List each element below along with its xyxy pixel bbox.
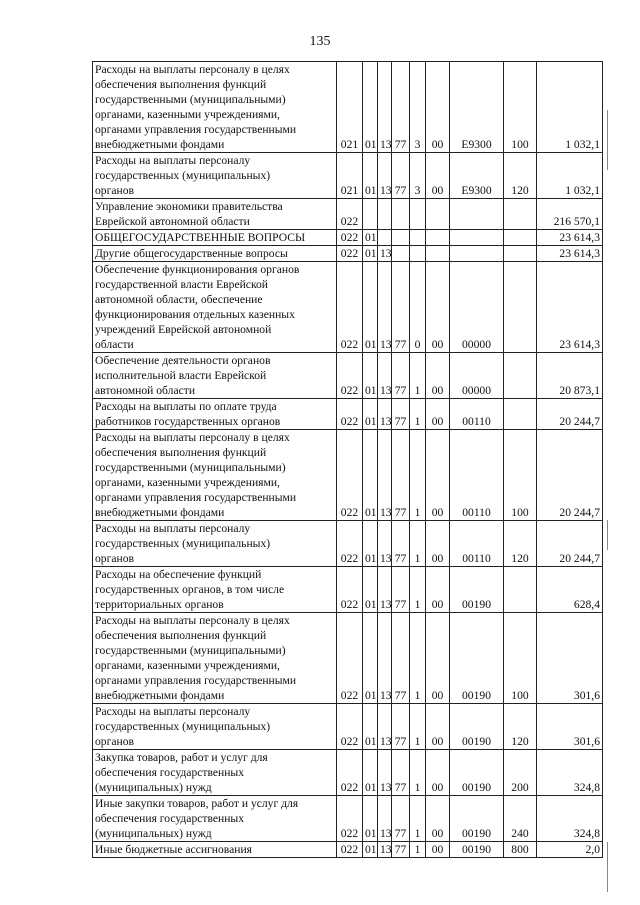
ministry-code-cell: 022 xyxy=(337,353,363,399)
subprogram-code-cell xyxy=(410,246,426,262)
main-event-code-cell: 00 xyxy=(426,399,450,430)
page-number: 135 xyxy=(309,34,331,49)
table-row xyxy=(93,704,603,750)
main-event-code-cell: 00 xyxy=(426,613,450,704)
row-name-cell: Управление экономики правительства Еврейской автономной области xyxy=(93,199,337,230)
program-code-cell: 77 xyxy=(392,521,410,567)
budget-table xyxy=(92,61,603,858)
scan-margin-mark xyxy=(607,842,608,892)
subsection-code-cell: 13 xyxy=(378,750,392,796)
main-event-code-cell xyxy=(426,246,450,262)
expense-type-cell xyxy=(504,353,537,399)
subsection-code-cell: 13 xyxy=(378,353,392,399)
subsection-code-cell: 13 xyxy=(378,153,392,199)
table-row xyxy=(93,353,603,399)
expense-type-cell: 100 xyxy=(504,430,537,521)
expense-type-cell: 100 xyxy=(504,62,537,153)
ministry-code-cell: 022 xyxy=(337,399,363,430)
ministry-code-cell: 022 xyxy=(337,430,363,521)
direction-code-cell: Е9300 xyxy=(450,153,504,199)
expense-type-cell: 120 xyxy=(504,704,537,750)
ministry-code-cell: 021 xyxy=(337,62,363,153)
expense-type-cell: 100 xyxy=(504,613,537,704)
amount-cell: 23 614,3 xyxy=(537,262,603,353)
subprogram-code-cell: 0 xyxy=(410,262,426,353)
row-name-cell: Иные закупки товаров, работ и услуг для обеспечения государственных (муниципальных) нужд xyxy=(93,796,337,842)
section-code-cell: 01 xyxy=(363,153,378,199)
ministry-code-cell: 022 xyxy=(337,230,363,246)
direction-code-cell: 00000 xyxy=(450,262,504,353)
subsection-code-cell: 13 xyxy=(378,704,392,750)
ministry-code-cell: 022 xyxy=(337,613,363,704)
expense-type-cell xyxy=(504,199,537,230)
amount-cell: 216 570,1 xyxy=(537,199,603,230)
budget-table-body xyxy=(93,62,603,858)
section-code-cell: 01 xyxy=(363,399,378,430)
section-code-cell: 01 xyxy=(363,246,378,262)
ministry-code-cell: 022 xyxy=(337,199,363,230)
section-code-cell: 01 xyxy=(363,430,378,521)
direction-code-cell: 00190 xyxy=(450,842,504,858)
table-row xyxy=(93,230,603,246)
main-event-code-cell xyxy=(426,230,450,246)
program-code-cell: 77 xyxy=(392,153,410,199)
amount-cell: 23 614,3 xyxy=(537,230,603,246)
table-row xyxy=(93,613,603,704)
expense-type-cell xyxy=(504,230,537,246)
direction-code-cell xyxy=(450,199,504,230)
main-event-code-cell: 00 xyxy=(426,842,450,858)
subprogram-code-cell: 1 xyxy=(410,521,426,567)
expense-type-cell xyxy=(504,567,537,613)
subprogram-code-cell: 3 xyxy=(410,153,426,199)
table-row xyxy=(93,567,603,613)
subprogram-code-cell: 1 xyxy=(410,796,426,842)
amount-cell: 301,6 xyxy=(537,613,603,704)
ministry-code-cell: 022 xyxy=(337,567,363,613)
direction-code-cell: 00190 xyxy=(450,613,504,704)
program-code-cell: 77 xyxy=(392,567,410,613)
ministry-code-cell: 022 xyxy=(337,262,363,353)
expense-type-cell xyxy=(504,262,537,353)
ministry-code-cell: 022 xyxy=(337,521,363,567)
program-code-cell: 77 xyxy=(392,796,410,842)
main-event-code-cell: 00 xyxy=(426,704,450,750)
scan-margin-mark xyxy=(607,520,608,550)
main-event-code-cell: 00 xyxy=(426,153,450,199)
ministry-code-cell: 022 xyxy=(337,796,363,842)
row-name-cell: ОБЩЕГОСУДАРСТВЕННЫЕ ВОПРОСЫ xyxy=(93,230,337,246)
subprogram-code-cell xyxy=(410,230,426,246)
ministry-code-cell: 022 xyxy=(337,704,363,750)
subprogram-code-cell: 1 xyxy=(410,750,426,796)
program-code-cell: 77 xyxy=(392,704,410,750)
direction-code-cell: 00000 xyxy=(450,353,504,399)
ministry-code-cell: 022 xyxy=(337,246,363,262)
subprogram-code-cell: 1 xyxy=(410,613,426,704)
amount-cell: 628,4 xyxy=(537,567,603,613)
section-code-cell: 01 xyxy=(363,567,378,613)
section-code-cell: 01 xyxy=(363,62,378,153)
main-event-code-cell: 00 xyxy=(426,430,450,521)
subsection-code-cell: 13 xyxy=(378,613,392,704)
amount-cell: 301,6 xyxy=(537,704,603,750)
program-code-cell: 77 xyxy=(392,399,410,430)
subprogram-code-cell: 1 xyxy=(410,430,426,521)
direction-code-cell: 00110 xyxy=(450,430,504,521)
table-row xyxy=(93,262,603,353)
program-code-cell: 77 xyxy=(392,353,410,399)
ministry-code-cell: 021 xyxy=(337,153,363,199)
subprogram-code-cell: 1 xyxy=(410,704,426,750)
subprogram-code-cell: 1 xyxy=(410,399,426,430)
table-row xyxy=(93,521,603,567)
subprogram-code-cell xyxy=(410,199,426,230)
section-code-cell: 01 xyxy=(363,521,378,567)
table-row xyxy=(93,430,603,521)
section-code-cell: 01 xyxy=(363,230,378,246)
expense-type-cell: 120 xyxy=(504,521,537,567)
amount-cell: 20 873,1 xyxy=(537,353,603,399)
amount-cell: 1 032,1 xyxy=(537,153,603,199)
amount-cell: 20 244,7 xyxy=(537,521,603,567)
table-row xyxy=(93,199,603,230)
subsection-code-cell: 13 xyxy=(378,246,392,262)
row-name-cell: Закупка товаров, работ и услуг для обеспечения государственных (муниципальных) нужд xyxy=(93,750,337,796)
program-code-cell: 77 xyxy=(392,262,410,353)
subsection-code-cell xyxy=(378,230,392,246)
program-code-cell xyxy=(392,246,410,262)
amount-cell: 20 244,7 xyxy=(537,399,603,430)
section-code-cell: 01 xyxy=(363,750,378,796)
direction-code-cell xyxy=(450,246,504,262)
section-code-cell: 01 xyxy=(363,704,378,750)
subsection-code-cell: 13 xyxy=(378,567,392,613)
direction-code-cell: 00110 xyxy=(450,399,504,430)
program-code-cell xyxy=(392,199,410,230)
section-code-cell: 01 xyxy=(363,842,378,858)
row-name-cell: Расходы на выплаты персоналу в целях обеспечения выполнения функций государственными (муниципальными) органами, казенными учреждениями, органами управления государственными внебюджетными фондами xyxy=(93,613,337,704)
main-event-code-cell: 00 xyxy=(426,567,450,613)
row-name-cell: Расходы на выплаты персоналу государственных (муниципальных) органов xyxy=(93,704,337,750)
table-row xyxy=(93,399,603,430)
section-code-cell: 01 xyxy=(363,262,378,353)
main-event-code-cell: 00 xyxy=(426,750,450,796)
program-code-cell: 77 xyxy=(392,613,410,704)
main-event-code-cell: 00 xyxy=(426,262,450,353)
amount-cell: 1 032,1 xyxy=(537,62,603,153)
amount-cell: 20 244,7 xyxy=(537,430,603,521)
subsection-code-cell: 13 xyxy=(378,399,392,430)
direction-code-cell: 00110 xyxy=(450,521,504,567)
subsection-code-cell xyxy=(378,199,392,230)
expense-type-cell: 240 xyxy=(504,796,537,842)
row-name-cell: Расходы на выплаты персоналу государственных (муниципальных) органов xyxy=(93,153,337,199)
section-code-cell: 01 xyxy=(363,796,378,842)
expense-type-cell xyxy=(504,399,537,430)
program-code-cell: 77 xyxy=(392,842,410,858)
amount-cell: 23 614,3 xyxy=(537,246,603,262)
section-code-cell: 01 xyxy=(363,353,378,399)
table-row xyxy=(93,796,603,842)
program-code-cell: 77 xyxy=(392,430,410,521)
row-name-cell: Расходы на выплаты персоналу в целях обеспечения выполнения функций государственными (муниципальными) органами, казенными учреждениями, органами управления государственными внебюджетными фондами xyxy=(93,430,337,521)
row-name-cell: Расходы на выплаты по оплате труда работников государственных органов xyxy=(93,399,337,430)
subsection-code-cell: 13 xyxy=(378,262,392,353)
scan-margin-mark xyxy=(607,110,608,170)
direction-code-cell: 00190 xyxy=(450,750,504,796)
subsection-code-cell: 13 xyxy=(378,430,392,521)
expense-type-cell: 800 xyxy=(504,842,537,858)
expense-type-cell: 120 xyxy=(504,153,537,199)
subsection-code-cell: 13 xyxy=(378,62,392,153)
section-code-cell: 01 xyxy=(363,613,378,704)
row-name-cell: Иные бюджетные ассигнования xyxy=(93,842,337,858)
direction-code-cell: 00190 xyxy=(450,567,504,613)
main-event-code-cell: 00 xyxy=(426,62,450,153)
table-row xyxy=(93,246,603,262)
table-row xyxy=(93,62,603,153)
expense-type-cell xyxy=(504,246,537,262)
row-name-cell: Обеспечение деятельности органов исполнительной власти Еврейской автономной области xyxy=(93,353,337,399)
subprogram-code-cell: 1 xyxy=(410,353,426,399)
main-event-code-cell: 00 xyxy=(426,521,450,567)
row-name-cell: Расходы на обеспечение функций государственных органов, в том числе территориальных органов xyxy=(93,567,337,613)
row-name-cell: Другие общегосударственные вопросы xyxy=(93,246,337,262)
direction-code-cell: 00190 xyxy=(450,704,504,750)
subsection-code-cell: 13 xyxy=(378,796,392,842)
table-row xyxy=(93,750,603,796)
subprogram-code-cell: 1 xyxy=(410,567,426,613)
ministry-code-cell: 022 xyxy=(337,750,363,796)
row-name-cell: Расходы на выплаты персоналу государственных (муниципальных) органов xyxy=(93,521,337,567)
row-name-cell: Расходы на выплаты персоналу в целях обеспечения выполнения функций государственными (муниципальными) органами, казенными учреждениями, органами управления государственными внебюджетными фондами xyxy=(93,62,337,153)
direction-code-cell: Е9300 xyxy=(450,62,504,153)
subsection-code-cell: 13 xyxy=(378,842,392,858)
subprogram-code-cell: 1 xyxy=(410,842,426,858)
table-row xyxy=(93,153,603,199)
table-row xyxy=(93,842,603,858)
main-event-code-cell: 00 xyxy=(426,353,450,399)
amount-cell: 324,8 xyxy=(537,750,603,796)
ministry-code-cell: 022 xyxy=(337,842,363,858)
direction-code-cell: 00190 xyxy=(450,796,504,842)
subsection-code-cell: 13 xyxy=(378,521,392,567)
program-code-cell: 77 xyxy=(392,750,410,796)
main-event-code-cell xyxy=(426,199,450,230)
amount-cell: 2,0 xyxy=(537,842,603,858)
subprogram-code-cell: 3 xyxy=(410,62,426,153)
amount-cell: 324,8 xyxy=(537,796,603,842)
program-code-cell xyxy=(392,230,410,246)
main-event-code-cell: 00 xyxy=(426,796,450,842)
row-name-cell: Обеспечение функционирования органов государственной власти Еврейской автономной области, обеспечение функционирования отдельных казенных учреждений Еврейской автономной области xyxy=(93,262,337,353)
direction-code-cell xyxy=(450,230,504,246)
expense-type-cell: 200 xyxy=(504,750,537,796)
program-code-cell: 77 xyxy=(392,62,410,153)
section-code-cell xyxy=(363,199,378,230)
